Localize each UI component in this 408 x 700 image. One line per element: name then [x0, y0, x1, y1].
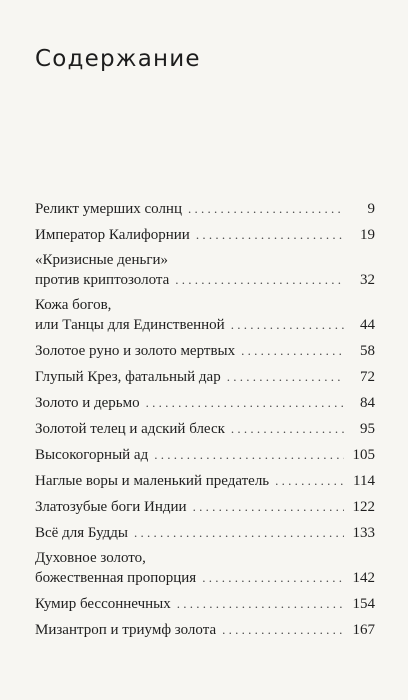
- toc-entry-title-line: Наглые воры и маленький предатель: [35, 473, 270, 489]
- toc-entry-title-line: Кожа богов,: [35, 297, 112, 313]
- dot-leader: [227, 367, 344, 386]
- toc-page-number: 167: [352, 622, 375, 638]
- toc-entry-row: [35, 568, 375, 588]
- toc-entry-row: [35, 225, 375, 245]
- toc-entry-title-line: Духовное золото,: [35, 550, 146, 566]
- toc-page-number: 142: [352, 570, 375, 586]
- dot-leader: [146, 393, 344, 412]
- toc-entry: [35, 549, 375, 588]
- toc-page-number: 114: [353, 473, 375, 489]
- toc-entry-title-line: против криптозолота: [35, 272, 170, 288]
- toc-entry: [35, 393, 375, 413]
- toc-page-number: 58: [360, 343, 375, 359]
- toc-page-number: 154: [352, 596, 375, 612]
- toc-entry-row: [35, 270, 375, 290]
- toc-entry: [35, 419, 375, 439]
- toc-entry-row: [35, 471, 375, 491]
- dot-leader: [241, 341, 344, 360]
- toc-entry-row: [35, 523, 375, 543]
- toc-entry-title-line: Кумир бессоннечных: [35, 596, 171, 612]
- dot-leader: [175, 270, 344, 289]
- toc-entry-title-line: «Кризисные деньги»: [35, 252, 168, 268]
- toc-page-number: 122: [352, 499, 375, 515]
- toc-entry-title-line: Золото и дерьмо: [35, 395, 140, 411]
- toc-page-number: 84: [360, 395, 375, 411]
- toc-entry: [35, 296, 375, 335]
- toc-entry-title-line: Реликт умерших солнц: [35, 201, 182, 217]
- toc-entry-title-line: Мизантроп и триумф золота: [35, 622, 217, 638]
- toc-page-number: 95: [360, 421, 375, 437]
- dot-leader: [231, 315, 344, 334]
- toc-page-number: 9: [367, 201, 375, 217]
- dot-leader: [134, 523, 344, 542]
- toc-entry: [35, 523, 375, 543]
- toc-entry-row: [35, 367, 375, 387]
- toc-entry-title-line: Император Калифорнии: [35, 227, 190, 243]
- toc-entry: [35, 497, 375, 517]
- toc-page-number: 105: [352, 447, 375, 463]
- toc-entry-title-line: божественная пропорция: [35, 570, 197, 586]
- dot-leader: [275, 471, 344, 490]
- toc-entry: [35, 471, 375, 491]
- toc-entry-title-line: Золотой телец и адский блеск: [35, 421, 225, 437]
- toc-entry: [35, 594, 375, 614]
- dot-leader: [196, 225, 344, 244]
- toc-entry: [35, 251, 375, 290]
- toc-entry: [35, 367, 375, 387]
- dot-leader: [193, 497, 344, 516]
- toc-page-number: 133: [352, 525, 375, 541]
- toc-entry: [35, 341, 375, 361]
- toc-entry: [35, 445, 375, 465]
- dot-leader: [202, 568, 344, 587]
- toc-entry-row: [35, 199, 375, 219]
- toc-entry-row: [35, 594, 375, 614]
- toc-entry-title-line: Всё для Будды: [35, 525, 128, 541]
- toc-entry-title-line: Высокогорный ад: [35, 447, 149, 463]
- toc-page-number: 19: [360, 227, 375, 243]
- toc-entry: [35, 199, 375, 219]
- dot-leader: [188, 199, 344, 218]
- page-title: Содержание: [35, 46, 201, 72]
- toc-entry-title-line: Глупый Крез, фатальный дар: [35, 369, 221, 385]
- toc-entry-row: [35, 497, 375, 517]
- toc-entry-title-line: или Танцы для Единственной: [35, 317, 225, 333]
- toc-entry-title-line: Златозубые боги Индии: [35, 499, 187, 515]
- table-of-contents: [35, 199, 375, 646]
- dot-leader: [222, 620, 344, 639]
- toc-entry: [35, 225, 375, 245]
- dot-leader: [154, 445, 344, 464]
- toc-page-number: 44: [360, 317, 375, 333]
- toc-entry-row: [35, 620, 375, 640]
- dot-leader: [177, 594, 344, 613]
- toc-entry-row: [35, 341, 375, 361]
- toc-entry: [35, 620, 375, 640]
- toc-entry-row: [35, 445, 375, 465]
- toc-page-number: 72: [360, 369, 375, 385]
- toc-page-number: 32: [360, 272, 375, 288]
- dot-leader: [231, 419, 344, 438]
- toc-entry-title-line: Золотое руно и золото мертвых: [35, 343, 236, 359]
- toc-entry-row: [35, 419, 375, 439]
- toc-entry-row: [35, 315, 375, 335]
- toc-entry-row: [35, 393, 375, 413]
